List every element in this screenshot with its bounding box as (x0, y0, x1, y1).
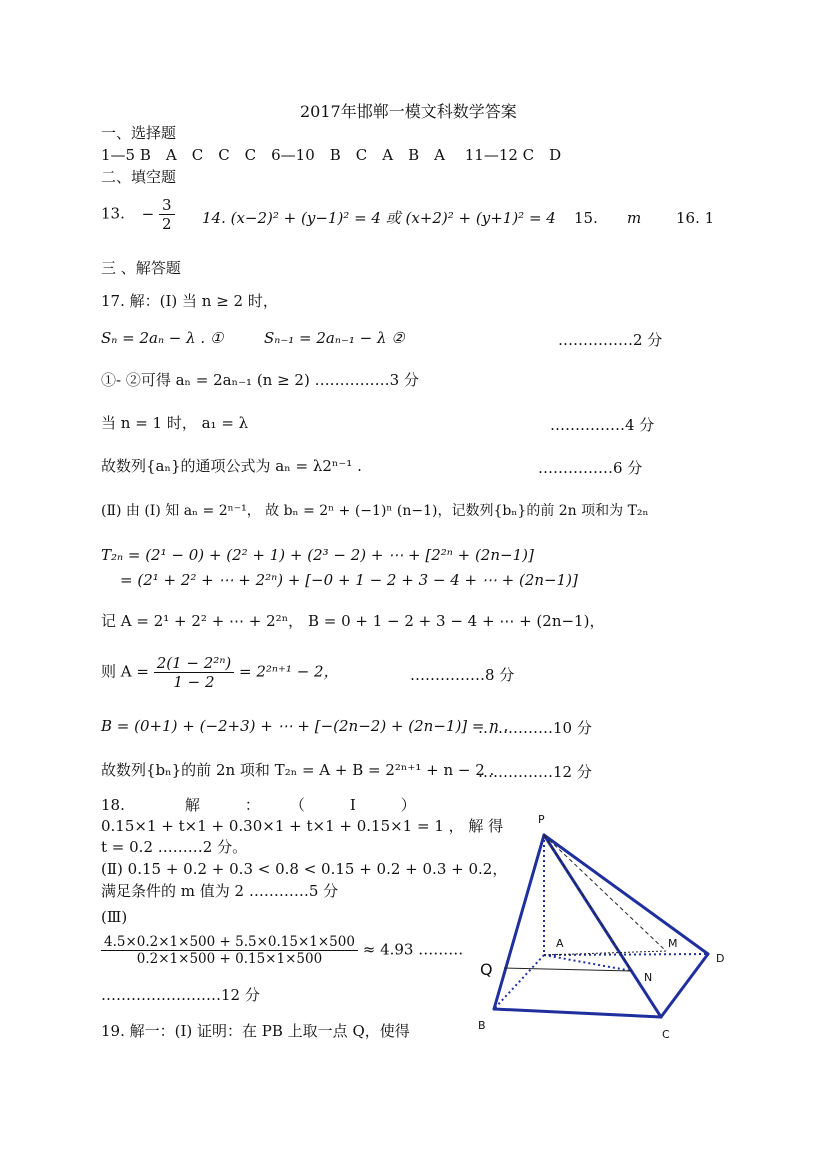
p18-line-8: ……………………12 分 (101, 986, 260, 1004)
p18-line-2: 0.15×1 + t×1 + 0.30×1 + t×1 + 0.15×1 = 1 ， 解 得 (101, 817, 504, 835)
points-6: ……………6 分 (538, 459, 643, 477)
q13-label: 13. (101, 204, 125, 223)
p17-a-numerator: 2(1 − 2²ⁿ) (154, 654, 235, 673)
p17-a-fraction (154, 654, 235, 691)
p17-a-denominator: 1 − 2 (173, 673, 215, 691)
q15-answer: m (627, 209, 642, 227)
edge-PD (544, 835, 708, 954)
label-A: A (556, 937, 564, 950)
p18-line-1: 18. 解 ： （ Ⅰ ） (101, 796, 416, 814)
points-8: ……………8 分 (410, 666, 515, 684)
edge-AN (544, 955, 632, 971)
p18-line-5: 满足条件的 m 值为 2 …………5 分 (101, 882, 339, 900)
p17-line-5: 故数列{aₙ}的通项公式为 aₙ = λ2ⁿ⁻¹ . (101, 457, 362, 475)
label-C: C (662, 1028, 670, 1040)
p18-fraction (101, 934, 358, 967)
line-PM (544, 835, 666, 951)
edge-CD (661, 954, 708, 1017)
p17-line-7: T₂ₙ = (2¹ − 0) + (2² + 1) + (2³ − 2) + ⋯ + [2²ⁿ + (2n−1)] (101, 546, 534, 564)
q13-sign: − (141, 204, 155, 223)
p18-line-4: (Ⅱ) 0.15 + 0.2 + 0.3 < 0.8 < 0.15 + 0.2 + 0.3 + 0.2， (101, 860, 508, 878)
label-D: D (716, 952, 725, 965)
p17-line-12: 故数列{bₙ}的前 2n 项和 T₂ₙ = A + B = 2²ⁿ⁺¹ + n − 2 . (101, 761, 495, 779)
label-B: B (478, 1019, 486, 1032)
page-title: 2017年邯郸一模文科数学答案 (300, 102, 517, 121)
label-N: N (644, 971, 653, 984)
p19-line-1: 19. 解一：(Ⅰ) 证明：在 PB 上取一点 Q，使得 (101, 1022, 410, 1040)
p17-a-prefix: 则 A = (101, 662, 149, 681)
label-Q: Q (480, 960, 493, 979)
edge-BC (494, 1009, 661, 1017)
label-P: P (538, 813, 545, 826)
p18-line-3: t = 0.2 ………2 分。 (101, 838, 248, 856)
p17-line-11: B = (0+1) + (−2+3) + ⋯ + [−(2n−2) + (2n−1)] = n . (101, 717, 509, 735)
points-10: ……………10 分 (478, 719, 592, 737)
p17-eq-2: Sₙ₋₁ = 2aₙ₋₁ − λ ② (264, 329, 405, 347)
section-solve-heading: 三 、解答题 (101, 259, 181, 277)
edge-PB (494, 835, 544, 1009)
q14-answer: 14. (x−2)² + (y−1)² = 4 或 (x+2)² + (y+1)² = 4 (202, 209, 556, 227)
p17-line-4: 当 n = 1 时， a₁ = λ (101, 414, 249, 432)
p17-line-3: ①‐ ②可得 aₙ = 2aₙ₋₁ (n ≥ 2) ……………3 分 (101, 371, 419, 389)
p18-line-7 (101, 934, 463, 967)
p17-eq-1: Sₙ = 2aₙ − λ . ① (101, 329, 224, 347)
p17-line-6: (Ⅱ) 由 (Ⅰ) 知 aₙ = 2ⁿ⁻¹， 故 bₙ = 2ⁿ + (−1)ⁿ (n−1)，记数列{bₙ}的前 2n 项和为 T₂ₙ (101, 503, 649, 519)
q13-denominator: 2 (162, 215, 172, 233)
p17-line-10 (101, 654, 339, 691)
q13-answer (101, 196, 175, 233)
p17-line-9: 记 A = 2¹ + 2² + ⋯ + 2²ⁿ， B = 0 + 1 − 2 + 3 − 4 + ⋯ + (2n−1)， (101, 612, 605, 630)
choice-answers: 1—5 B A C C C 6—10 B C A B A 11—12 C D (101, 146, 562, 164)
q13-numerator: 3 (159, 196, 175, 215)
q15-label: 15. (574, 209, 598, 227)
p17-a-result: = 2²ⁿ⁺¹ − 2， (239, 662, 339, 681)
pyramid-figure (470, 805, 740, 1040)
points-12: ……………12 分 (478, 763, 592, 781)
q13-fraction (159, 196, 175, 233)
points-2: ……………2 分 (558, 331, 663, 349)
section-fill-heading: 二、填空题 (101, 168, 177, 186)
q16-answer: 16. 1 (676, 209, 715, 227)
section-choice-heading: 一、选择题 (101, 124, 177, 142)
points-4: ……………4 分 (550, 416, 655, 434)
p18-line-6: (Ⅲ) (101, 908, 128, 926)
label-M: M (668, 937, 678, 950)
p17-line-8: = (2¹ + 2² + ⋯ + 2²ⁿ) + [−0 + 1 − 2 + 3 − 4 + ⋯ + (2n−1)] (120, 571, 578, 589)
p18-numerator: 4.5×0.2×1×500 + 5.5×0.15×1×500 (101, 934, 358, 951)
p18-denominator: 0.2×1×500 + 0.15×1×500 (136, 951, 323, 968)
p18-result: ≈ 4.93 ……… (362, 940, 464, 959)
p17-line-1: 17. 解：(Ⅰ) 当 n ≥ 2 时， (101, 292, 278, 310)
